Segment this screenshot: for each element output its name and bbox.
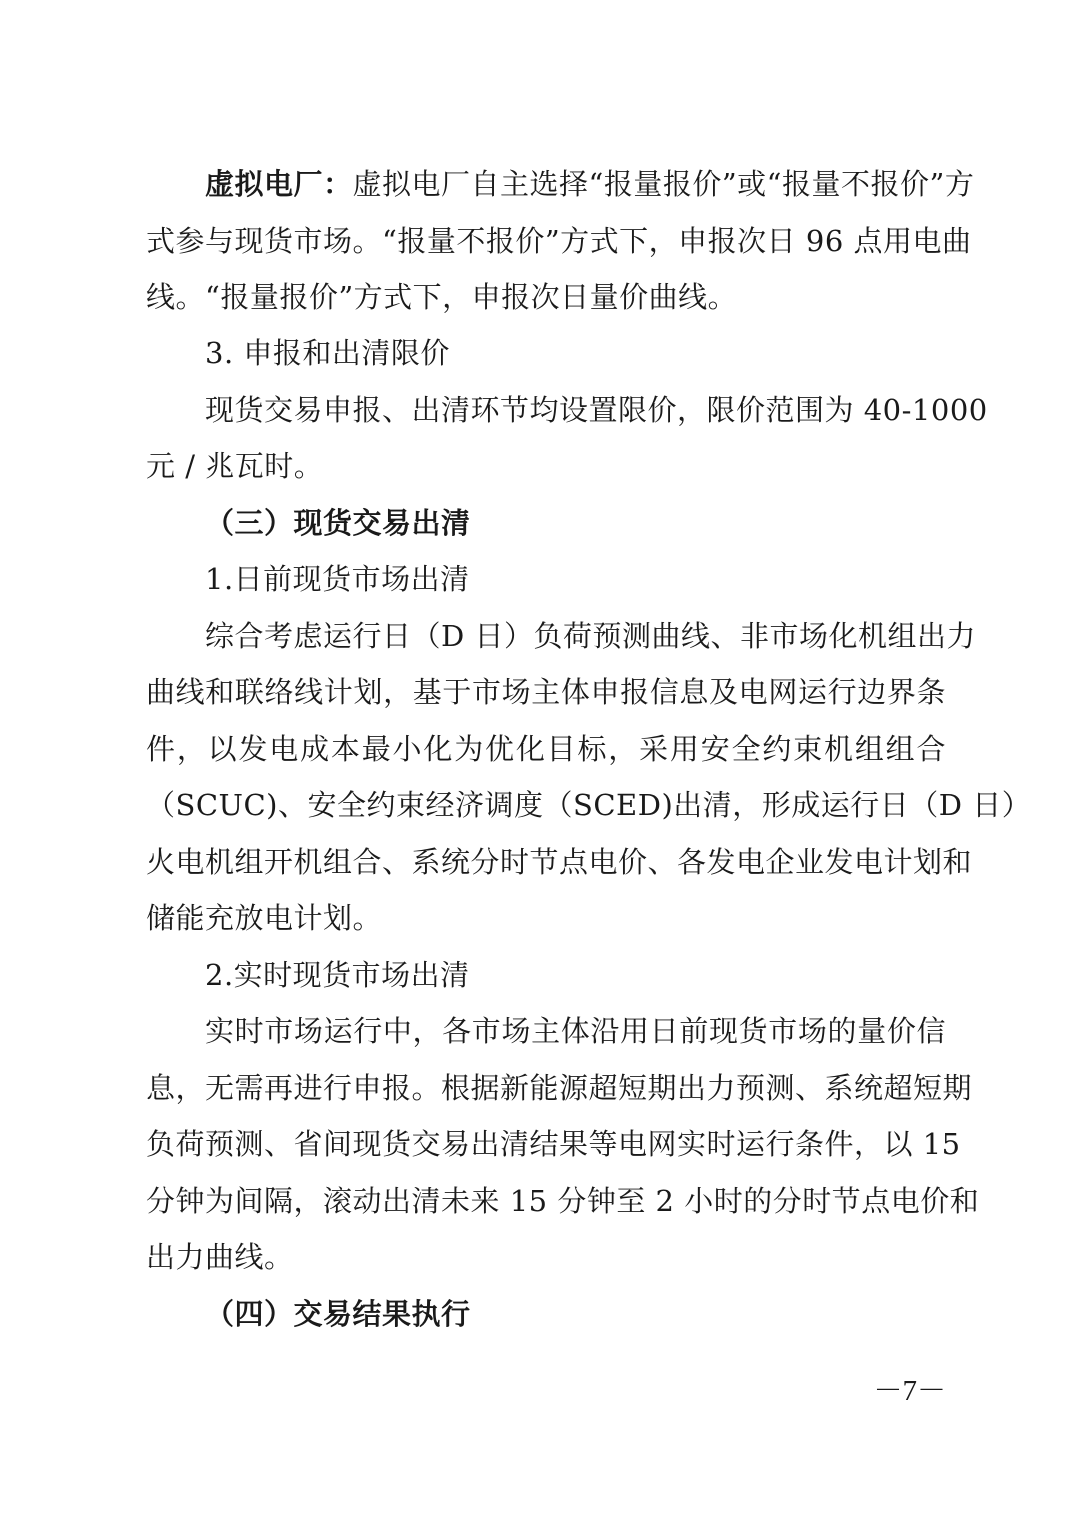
section-3-title: 3. 申报和出清限价 <box>205 336 450 370</box>
sub-2-line-2: 息，无需再进行申报。根据新能源超短期出力预测、系统超短期 <box>146 1071 973 1105</box>
sub-2-line-1: 实时市场运行中，各市场主体沿用日前现货市场的量价信 <box>205 1014 946 1048</box>
sub-1-line-3: 件，以发电成本最小化为优化目标，采用安全约束机组组合 <box>146 732 946 766</box>
sub-1-line-2: 曲线和联络线计划，基于市场主体申报信息及电网运行边界条 <box>146 675 946 709</box>
heading-trade-execution: （四）交易结果执行 <box>205 1297 471 1331</box>
paragraph-vpp-text: 虚拟电厂自主选择“报量报价”或“报量不报价”方 <box>352 167 975 201</box>
sub-2-title: 2.实时现货市场出清 <box>205 958 470 992</box>
sub-1-line-5: 火电机组开机组合、系统分时节点电价、各发电企业发电计划和 <box>146 845 973 879</box>
paragraph-vpp-line-2: 式参与现货市场。“报量不报价”方式下，申报次日 96 点用电曲 <box>146 224 972 258</box>
paragraph-vpp-line-3: 线。“报量报价”方式下，申报次日量价曲线。 <box>146 280 738 314</box>
section-3-line-2: 元 / 兆瓦时。 <box>146 449 324 483</box>
sub-2-line-3: 负荷预测、省间现货交易出清结果等电网实时运行条件，以 15 <box>146 1127 961 1161</box>
paragraph-vpp-line-1 <box>205 164 975 204</box>
heading-spot-clearing: （三）现货交易出清 <box>205 506 471 540</box>
sub-1-title: 1.日前现货市场出清 <box>205 562 470 596</box>
paragraph-vpp-label: 虚拟电厂： <box>205 167 353 201</box>
page-number: －7－ <box>873 1375 946 1407</box>
sub-1-line-1: 综合考虑运行日（D 日）负荷预测曲线、非市场化机组出力 <box>205 619 976 653</box>
sub-1-line-6: 储能充放电计划。 <box>146 901 383 935</box>
sub-2-line-4: 分钟为间隔，滚动出清未来 15 分钟至 2 小时的分时节点电价和 <box>146 1184 980 1218</box>
sub-2-line-5: 出力曲线。 <box>146 1240 294 1274</box>
section-3-line-1: 现货交易申报、出清环节均设置限价，限价范围为 40-1000 <box>205 393 988 427</box>
sub-1-line-4: （SCUC)、安全约束经济调度（SCED)出清，形成运行日（D 日） <box>146 788 1032 822</box>
